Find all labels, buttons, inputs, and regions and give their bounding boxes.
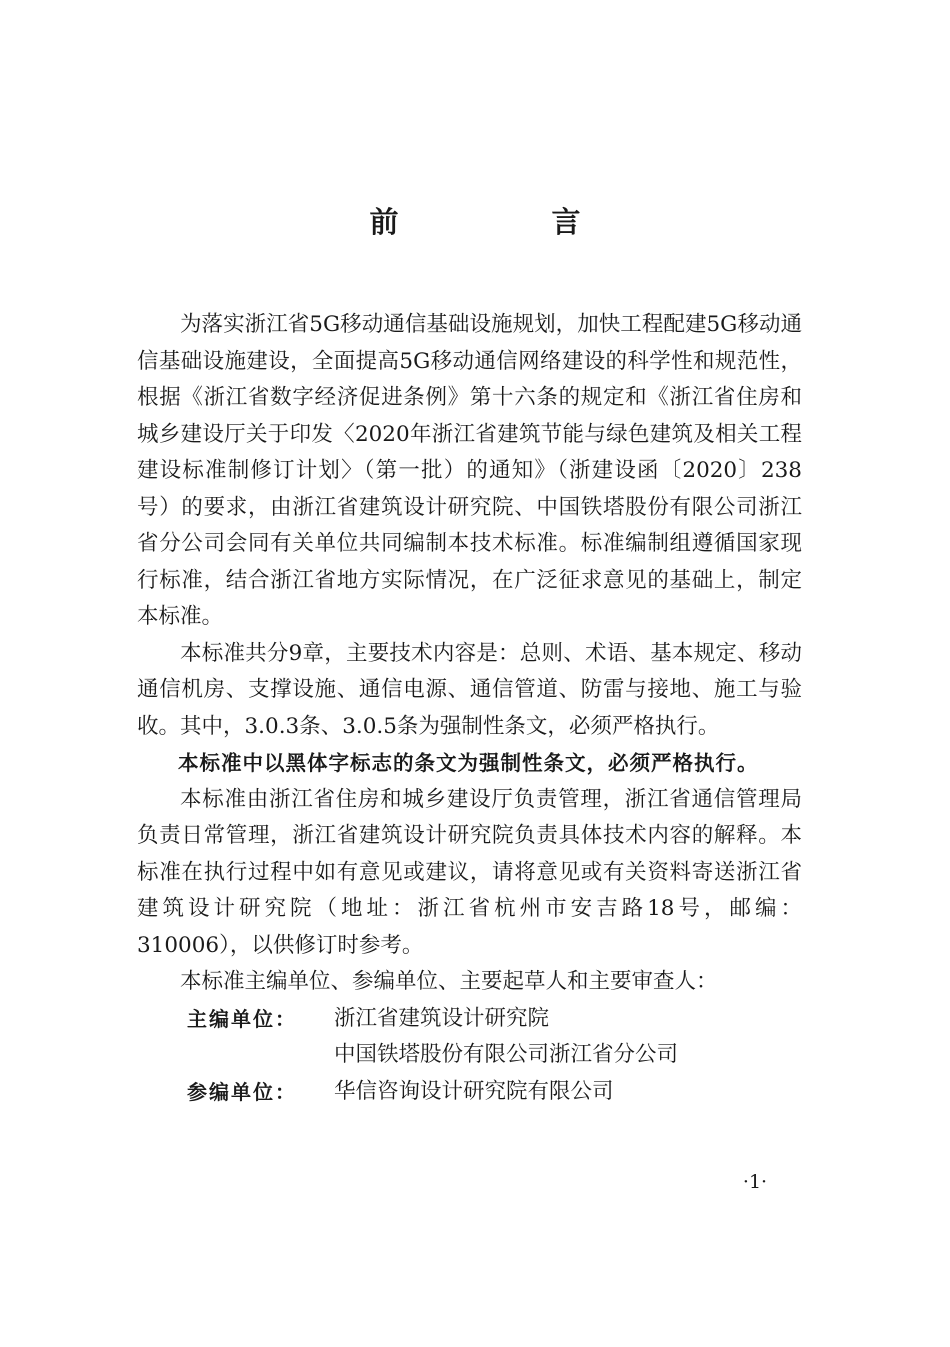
paragraph-background: 为落实浙江省5G移动通信基础设施规划，加快工程配建5G移动通信基础设施建设，全面提高5G移动通信网络建设的科学性和规范性，根据《浙江省数字经济促进条例》第十六条的规定和《浙江省住房和城乡建设厅关于印发〈2020年浙江省建筑节能与绿色建筑及相关工程建设标准制修订计划〉（第一批）的通知》（浙建设函〔2020〕238号）的要求，由浙江省建筑设计研究院、中国铁塔股份有限公司浙江省分公司会同有关单位共同编制本技术标准。标准编制组遵循国家现行标准，结合浙江省地方实际情况，在广泛征求意见的基础上，制定本标准。 xyxy=(137,312,802,629)
unit-list xyxy=(137,1001,802,1111)
page-title: 前 言 xyxy=(369,205,643,239)
unit-value: 中国铁塔股份有限公司浙江省分公司 xyxy=(334,1042,679,1067)
paragraph-management: 本标准由浙江省住房和城乡建设厅负责管理，浙江省通信管理局负责日常管理，浙江省建筑设计研究院负责具体技术内容的解释。本标准在执行过程中如有意见或建议，请将意见或有关资料寄送浙江省建筑设计研究院（地址：浙江省杭州市安吉路18号，邮编：310006），以供修订时参考。 xyxy=(137,786,802,958)
page-number: ·1· xyxy=(742,1171,768,1193)
participating-unit-values xyxy=(334,1074,614,1111)
participating-unit-label: 参编单位： xyxy=(187,1079,297,1104)
paragraph-mandatory-notice: 本标准中以黑体字标志的条文为强制性条文，必须严格执行。 xyxy=(178,751,759,775)
unit-value: 华信咨询设计研究院有限公司 xyxy=(334,1078,614,1104)
participating-unit-row xyxy=(137,1074,802,1111)
paragraph-units-intro: 本标准主编单位、参编单位、主要起草人和主要审查人： xyxy=(180,969,718,994)
chief-editor-unit-values xyxy=(334,1001,678,1074)
chief-editor-unit-row xyxy=(137,1001,802,1074)
paragraph-contents: 本标准共分9章，主要技术内容是：总则、术语、基本规定、移动通信机房、支撑设施、通信电源、通信管道、防雷与接地、施工与验收。其中，3.0.3条、3.0.5条为强制性条文，必须严格执行。 xyxy=(137,640,802,739)
body-text xyxy=(137,307,802,1110)
chief-editor-unit-label: 主编单位： xyxy=(187,1006,297,1031)
unit-value: 浙江省建筑设计研究院 xyxy=(334,1005,550,1031)
